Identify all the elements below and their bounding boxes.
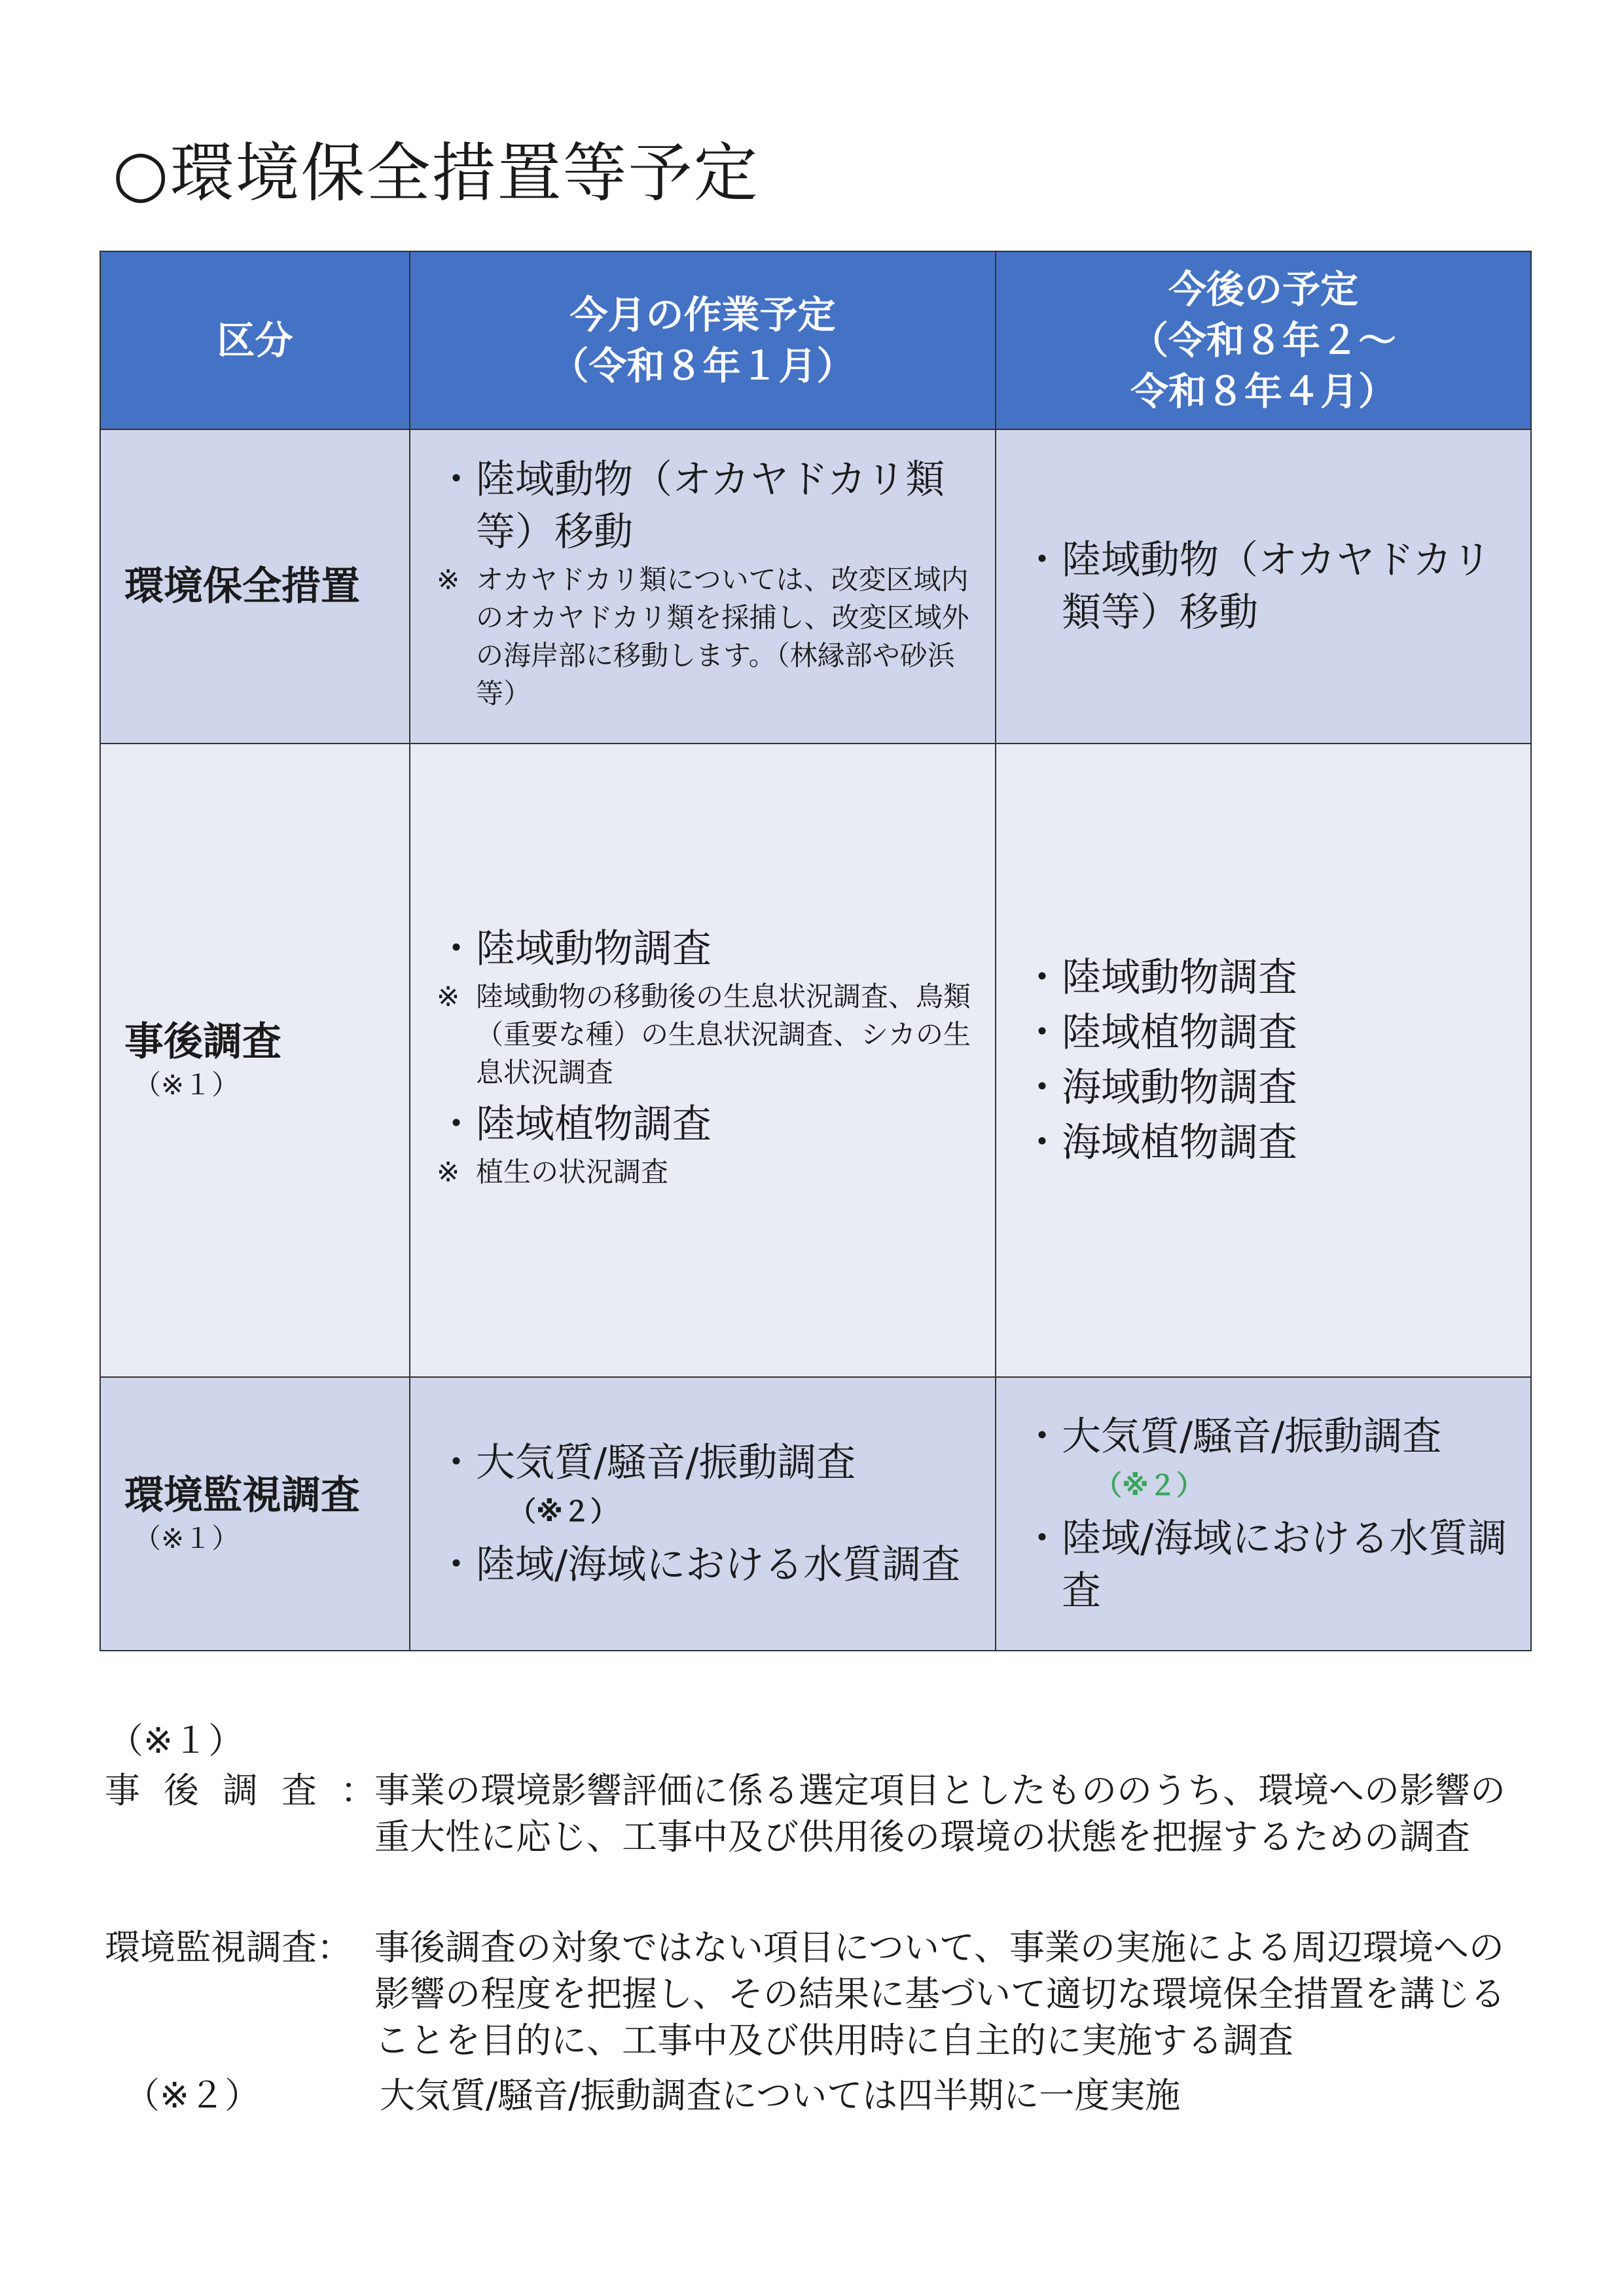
table-row [100, 429, 1531, 744]
list-item: ・ 陸域/海域における水質調査 [437, 1542, 961, 1588]
footnote-text: 事業の環境影響評価に係る選定項目としたもののうち、環境への影響の重大性に応じ、工事中及び供用後の環境の状態を把握するための調査 [374, 1770, 1506, 1857]
header-category: 区分 [100, 251, 410, 429]
list-item: ・ 陸域動物（オカヤドカリ類等）移動 [437, 457, 945, 555]
item-note: （※２） [509, 1496, 618, 1528]
row-current-cell [410, 744, 996, 1377]
header-future: 今後の予定 （令和８年２～ 令和８年４月） [996, 251, 1531, 429]
list-item: ・ 大気質/騒音/振動調査 [437, 1440, 856, 1486]
schedule-table [99, 251, 1532, 1651]
item-note: ※ 植生の状況調査 [437, 1156, 669, 1188]
row-category: 環境監視調査 （※１） [100, 1377, 410, 1651]
table-row [100, 744, 1531, 1377]
list-item: ・ 海域動物調査 [1022, 1065, 1297, 1111]
row-current-cell [410, 429, 996, 744]
row-future-cell [996, 1377, 1531, 1651]
list-item: ・ 陸域植物調査 [437, 1102, 712, 1147]
list-item: ・ 陸域動物調査 [437, 926, 712, 972]
footnote-mark-1: （※１） [108, 1720, 244, 1761]
page-title: ○環境保全措置等予定 [113, 136, 759, 211]
footnote-label: 環境監視調査： [105, 1927, 352, 1968]
footnote-label: 事後調査： [105, 1770, 376, 1811]
table-row [100, 1377, 1531, 1651]
item-note: ※ 陸域動物の移動後の生息状況調査、鳥類（重要な種）の生息状況調査、シカの生息状況調査 [437, 980, 971, 1088]
list-item: ・ 陸域/海域における水質調査 [1022, 1516, 1507, 1614]
list-item: ・ 陸域植物調査 [1022, 1010, 1297, 1056]
item-note: （※２） [1094, 1469, 1204, 1501]
list-item: ・ 大気質/騒音/振動調査 [1022, 1414, 1442, 1460]
footnote-note-2: 大気質/騒音/振動調査については四半期に一度実施 [380, 2075, 1181, 2116]
row-category: 環境保全措置 [100, 429, 410, 744]
row-future-cell [996, 429, 1531, 744]
item-note: ※ オカヤドカリ類については、改変区域内のオカヤドカリ類を採捕し、改変区域外の海岸部に移動します。（林縁部や砂浜等） [437, 564, 969, 709]
footnote-def-post-survey [105, 1767, 1538, 1860]
footnote-def-monitoring [105, 1924, 1538, 2064]
header-current: 今月の作業予定 （令和８年１月） [410, 251, 996, 429]
row-category: 事後調査 （※１） [100, 744, 410, 1377]
footnote-text: 事後調査の対象ではない項目について、事業の実施による周辺環境への影響の程度を把握し、その結果に基づいて適切な環境保全措置を講じることを目的に、工事中及び供用時に自主的に実施する調査 [374, 1927, 1506, 2061]
row-future-cell [996, 744, 1531, 1377]
list-item: ・ 陸域動物調査 [1022, 955, 1297, 1001]
row-current-cell [410, 1377, 996, 1651]
list-item: ・ 陸域動物（オカヤドカリ類等）移動 [1022, 537, 1492, 636]
table-header-row [100, 251, 1531, 429]
footnote-mark-2: （※２） [124, 2075, 261, 2116]
list-item: ・ 海域植物調査 [1022, 1120, 1297, 1166]
